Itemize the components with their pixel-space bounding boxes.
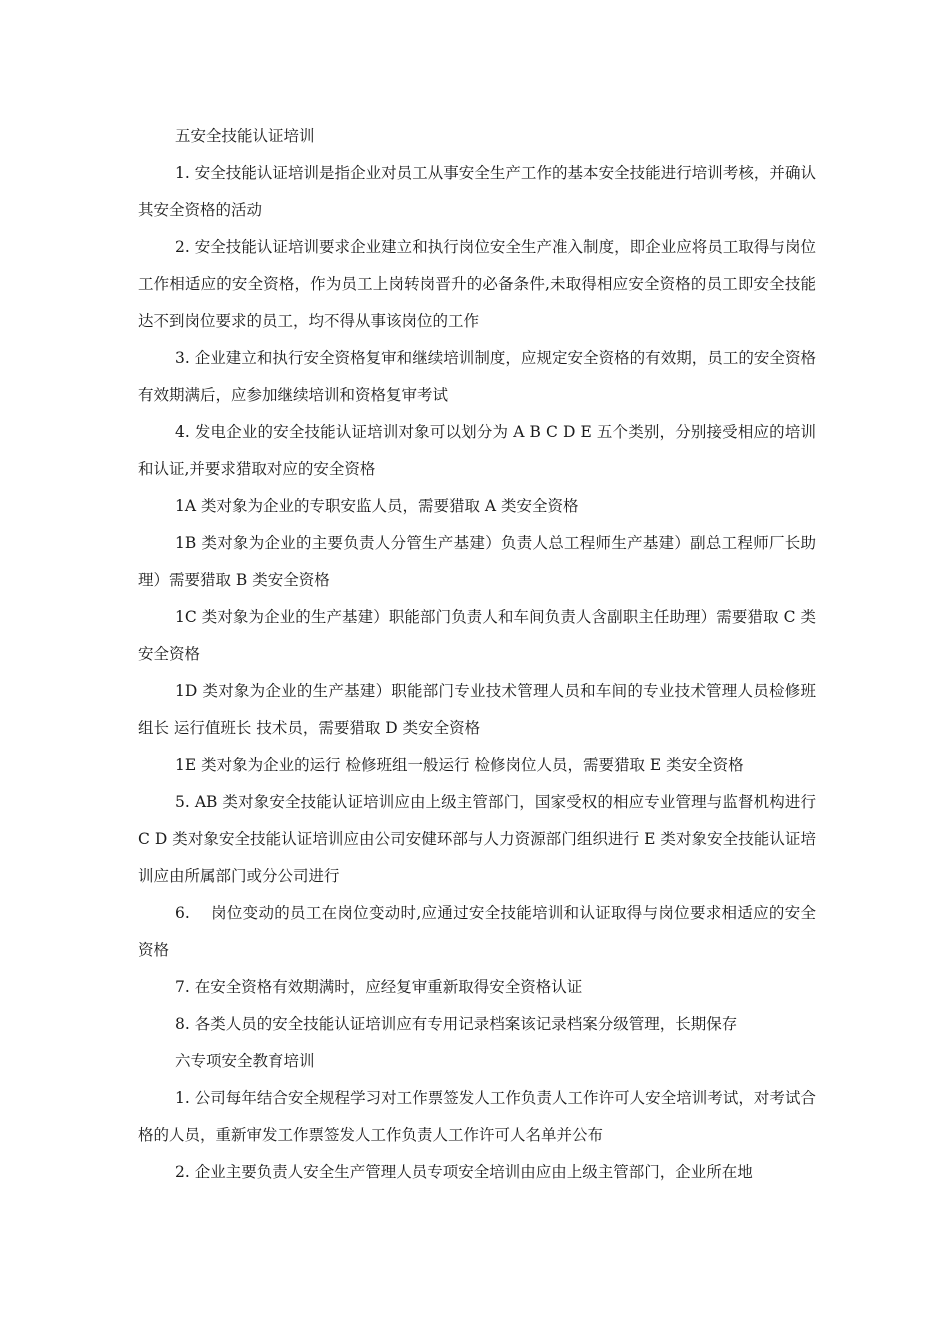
paragraph-5-5: 5. AB 类对象安全技能认证培训应由上级主管部门，国家受权的相应专业管理与监督机构进行 C D 类对象安全技能认证培训应由公司安健环部与人力资源部门组织进行 E 类对象安全技能认证培训应由所属部门或分公司进行 xyxy=(138,793,816,885)
paragraph-5-8: 8. 各类人员的安全技能认证培训应有专用记录档案该记录档案分级管理，长期保存 xyxy=(175,1015,738,1033)
paragraph-6-1: 1. 公司每年结合安全规程学习对工作票签发人工作负责人工作许可人安全培训考试，对考试合格的人员，重新审发工作票签发人工作负责人工作许可人名单并公布 xyxy=(138,1089,816,1144)
paragraph-category-e: 1E 类对象为企业的运行 检修班组一般运行 检修岗位人员，需要猎取 E 类安全资格 xyxy=(175,756,744,774)
paragraph-category-d: 1D 类对象为企业的生产基建）职能部门专业技术管理人员和车间的专业技术管理人员检修班组长 运行值班长 技术员，需要猎取 D 类安全资格 xyxy=(138,682,816,737)
paragraph-category-b: 1B 类对象为企业的主要负责人分管生产基建）负责人总工程师生产基建）副总工程师厂长助理）需要猎取 B 类安全资格 xyxy=(138,534,816,589)
section-heading-5: 五安全技能认证培训 xyxy=(175,127,315,145)
section-heading-6: 六专项安全教育培训 xyxy=(175,1052,315,1070)
document-body xyxy=(138,118,816,1191)
paragraph-category-a: 1A 类对象为企业的专职安监人员，需要猎取 A 类安全资格 xyxy=(175,497,579,515)
paragraph-5-3: 3. 企业建立和执行安全资格复审和继续培训制度，应规定安全资格的有效期，员工的安全资格有效期满后，应参加继续培训和资格复审考试 xyxy=(138,349,816,404)
paragraph-category-c: 1C 类对象为企业的生产基建）职能部门负责人和车间负责人含副职主任助理）需要猎取 C 类安全资格 xyxy=(138,608,816,663)
paragraph-5-2: 2. 安全技能认证培训要求企业建立和执行岗位安全生产准入制度，即企业应将员工取得与岗位工作相适应的安全资格，作为员工上岗转岗晋升的必备条件,未取得相应安全资格的员工即安全技能达不到岗位要求的员工，均不得从事该岗位的工作 xyxy=(138,238,816,330)
paragraph-5-6: 6. 岗位变动的员工在岗位变动时,应通过安全技能培训和认证取得与岗位要求相适应的安全资格 xyxy=(138,904,816,959)
paragraph-5-4: 4. 发电企业的安全技能认证培训对象可以划分为 A B C D E 五个类别，分别接受相应的培训和认证,并要求猎取对应的安全资格 xyxy=(138,423,816,478)
paragraph-6-2: 2. 企业主要负责人安全生产管理人员专项安全培训由应由上级主管部门，企业所在地 xyxy=(175,1163,753,1181)
paragraph-5-1: 1. 安全技能认证培训是指企业对员工从事安全生产工作的基本安全技能进行培训考核，并确认其安全资格的活动 xyxy=(138,164,816,219)
paragraph-5-7: 7. 在安全资格有效期满时，应经复审重新取得安全资格认证 xyxy=(175,978,583,996)
